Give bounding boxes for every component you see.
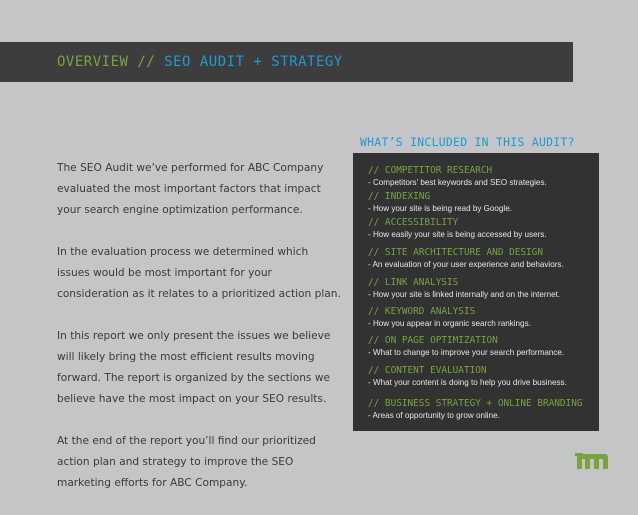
- audit-item-title: // ON PAGE OPTIMIZATION: [368, 335, 498, 346]
- audit-heading: WHAT’S INCLUDED IN THIS AUDIT?: [360, 135, 575, 149]
- audit-item-title: // SITE ARCHITECTURE AND DESIGN: [368, 247, 543, 258]
- overview-paragraph: In this report we only present the issues we believe will likely bring the most efficient results moving forward. The report is organized by the sections we believe have the most impact on your SEO results.: [57, 330, 331, 405]
- audit-item-title: // BUSINESS STRATEGY + ONLINE BRANDING: [368, 398, 583, 409]
- audit-item-desc: - How your site is being read by Google.: [368, 204, 512, 213]
- overview-paragraph: The SEO Audit we’ve performed for ABC Company evaluated the most important factors that impact your search engine optimization performance.: [57, 162, 324, 216]
- overview-paragraph: At the end of the report you’ll find our prioritized action plan and strategy to improve the SEO marketing efforts for ABC Company.: [57, 435, 316, 489]
- audit-item-desc: - An evaluation of your user experience and behaviors.: [368, 260, 564, 269]
- brand-m-logo-icon: [575, 450, 609, 470]
- audit-item-desc: - What your content is doing to help you drive business.: [368, 378, 567, 387]
- audit-item-indexing: [368, 191, 512, 214]
- audit-item-desc: - Areas of opportunity to grow online.: [368, 411, 500, 420]
- audit-item-title: // INDEXING: [368, 191, 431, 202]
- audit-item-accessibility: [368, 217, 547, 240]
- audit-item-desc: - Competitors’ best keywords and SEO strategies.: [368, 178, 547, 187]
- audit-item-desc: - How easily your site is being accessed by users.: [368, 230, 547, 239]
- audit-item-title: // LINK ANALYSIS: [368, 277, 459, 288]
- audit-item-desc: - What to change to improve your search performance.: [368, 348, 565, 357]
- overview-paragraph: In the evaluation process we determined which issues would be most important for your consideration as it relates to a prioritized action plan.: [57, 246, 341, 300]
- audit-item-competitor-research: [368, 165, 547, 188]
- audit-item-title: // COMPETITOR RESEARCH: [368, 165, 493, 176]
- audit-item-title: // KEYWORD ANALYSIS: [368, 306, 476, 317]
- audit-item-title: // ACCESSIBILITY: [368, 217, 459, 228]
- audit-item-keyword-analysis: [368, 306, 531, 329]
- audit-item-title: // CONTENT EVALUATION: [368, 365, 487, 376]
- page-title: [57, 54, 343, 70]
- overview-text: [57, 158, 342, 515]
- title-overview: OVERVIEW //: [57, 54, 156, 70]
- audit-item-business-strategy: [368, 398, 582, 421]
- audit-item-link-analysis: [368, 277, 560, 300]
- audit-item-on-page-optimization: [368, 335, 564, 358]
- audit-item-content-evaluation: [368, 365, 567, 388]
- title-seo-audit: SEO AUDIT + STRATEGY: [164, 54, 343, 70]
- audit-panel: [353, 153, 599, 431]
- audit-item-desc: - How your site is linked internally and on the internet.: [368, 290, 561, 299]
- header-banner: [0, 42, 573, 82]
- audit-item-desc: - How you appear in organic search rankings.: [368, 319, 531, 328]
- audit-item-site-architecture: [368, 247, 564, 270]
